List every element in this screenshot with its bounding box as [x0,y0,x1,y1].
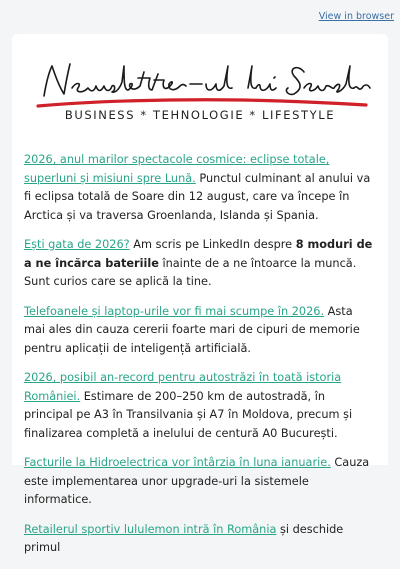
news-link[interactable]: Facturile la Hidroelectrica vor întârzia în luna ianuarie. [24,456,331,469]
top-bar [0,0,400,34]
news-items [24,151,376,569]
news-text: Cauza este implementarea unor upgrade-uri la sistemele informatice. [24,456,370,506]
newsletter-card [12,34,388,554]
view-in-browser-link[interactable]: View in browser [318,11,394,22]
news-bold-text: 8 moduri de a ne încărca bateriile [24,238,373,270]
news-text: înainte de a ne întoarce la muncă. Sunt curios care se aplică la tine. [24,256,357,288]
news-item [24,236,376,292]
news-item [24,369,376,443]
news-item [24,151,376,225]
news-item [24,521,376,558]
news-text: Am scris pe LinkedIn despre [129,238,296,251]
newsletter-tagline: BUSINESS * TEHNOLOGIE * LIFESTYLE [64,108,336,122]
news-link[interactable]: 2026, anul marilor spectacole cosmice: eclipse totale, superluni și misiuni spre Lună. [24,153,330,185]
news-link[interactable]: 2026, posibil an-record pentru autostrăzi în toată istoria României. [24,371,342,403]
news-text: și deschide primul [24,522,344,554]
news-link[interactable]: Telefoanele și laptop-urile vor fi mai scumpe în 2026. [24,304,325,318]
news-text: Asta mai ales din cauza cererii foarte mari de cipuri de memorie pentru aplicații de inteligență artificială. [24,304,360,355]
news-text: Punctul culminant al anului va fi eclipsa totală de Soare din 12 august, care va începe în Arctica și va traversa Groenlanda, Islanda și Spania. [24,171,371,222]
news-text: Estimare de 200–250 km de autostradă, în principal pe A3 în Transilvania și A7 în Moldova, precum și finalizarea completă a inelului de centură A0 București. [24,389,353,440]
news-link[interactable]: Retailerul sportiv lululemon intră în România [24,522,277,536]
news-item [24,454,376,510]
news-link[interactable]: Ești gata de 2026? [24,238,130,251]
news-item [24,303,376,359]
